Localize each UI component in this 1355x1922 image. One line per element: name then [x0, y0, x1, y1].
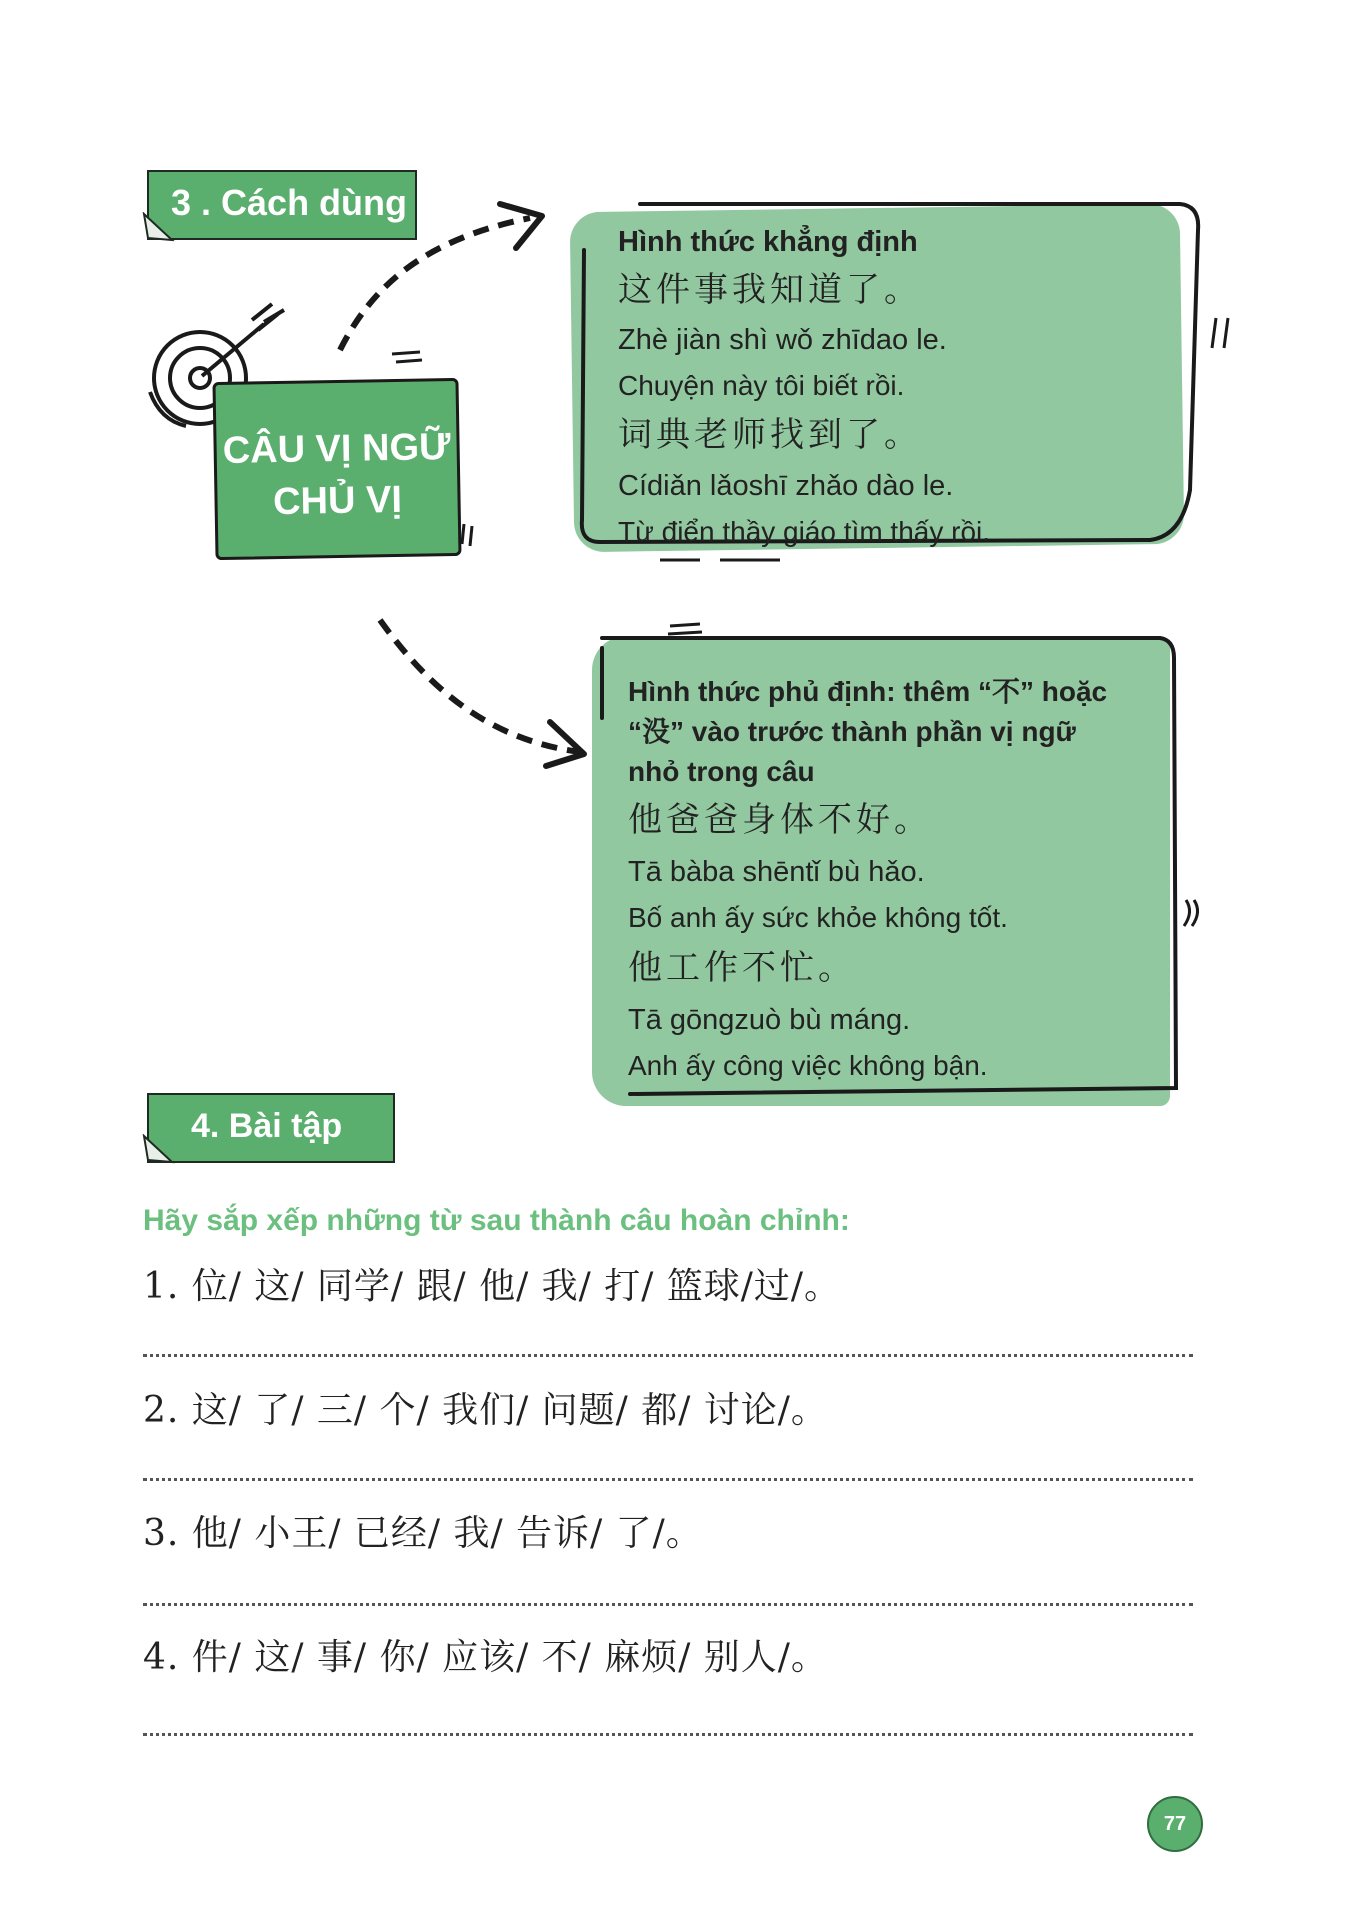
- page-number-badge: [1147, 1796, 1203, 1852]
- answer-line-2[interactable]: [143, 1478, 1193, 1481]
- section-4-label: 4. Bài tập: [191, 1107, 343, 1145]
- example-meaning: Từ điển thầy giáo tìm thấy rồi.: [618, 516, 991, 547]
- doodle-mark-icon: [1180, 896, 1204, 932]
- doodle-mark-icon: [1208, 314, 1238, 354]
- section-3-label: 3 . Cách dùng: [171, 182, 408, 223]
- example-meaning: Chuyện này tôi biết rồi.: [618, 370, 905, 401]
- center-label-line2: CHỦ VỊ: [272, 478, 403, 524]
- example-hanzi: 词典老师找到了。: [618, 415, 922, 455]
- answer-line-3[interactable]: [143, 1603, 1193, 1606]
- page-number: 77: [1163, 1813, 1187, 1835]
- dashed-arrow-icon: [370, 610, 600, 770]
- exercise-item-1: 1. 位/ 这/ 同学/ 跟/ 他/ 我/ 打/ 篮球/过/。: [143, 1266, 842, 1307]
- example-pinyin: Zhè jiàn shì wǒ zhīdao le.: [618, 324, 947, 356]
- dashed-arrow-icon: [330, 200, 560, 360]
- exercise-item-2: 2. 这/ 了/ 三/ 个/ 我们/ 问题/ 都/ 讨论/。: [143, 1390, 828, 1431]
- tag-fold-icon: [142, 1134, 182, 1166]
- doodle-mark-icon: [458, 520, 478, 550]
- center-label-text: [216, 421, 458, 529]
- exercise-instruction: Hãy sắp xếp những từ sau thành câu hoàn chỉnh:: [143, 1204, 850, 1237]
- example-meaning: Bố anh ấy sức khỏe không tốt.: [628, 902, 1008, 933]
- example-meaning: Anh ấy công việc không bận.: [628, 1050, 988, 1081]
- negative-heading-line2: “没” vào trước thành phần vị ngữ: [628, 716, 1076, 747]
- answer-line-1[interactable]: [143, 1354, 1193, 1357]
- example-pinyin: Tā bàba shēntǐ bù hǎo.: [628, 856, 925, 888]
- negative-content: [628, 672, 1168, 1088]
- exercise-item-3: 3. 他/ 小王/ 已经/ 我/ 告诉/ 了/。: [143, 1513, 703, 1554]
- example-hanzi: 这件事我知道了。: [618, 270, 922, 310]
- center-label-box: [212, 378, 461, 560]
- affirmative-content: [618, 220, 1178, 554]
- center-label-line1: CÂU VỊ NGỮ: [222, 426, 451, 472]
- negative-heading-line1: Hình thức phủ định: thêm “不” hoặc: [628, 676, 1108, 707]
- example-pinyin: Cídiǎn lǎoshī zhǎo dào le.: [618, 470, 954, 502]
- answer-line-4[interactable]: [143, 1733, 1193, 1736]
- affirmative-heading: Hình thức khẳng định: [618, 226, 918, 258]
- section-4-tag: [147, 1093, 395, 1163]
- negative-heading-line3: nhỏ trong câu: [628, 756, 815, 787]
- doodle-mark-icon: [388, 348, 428, 368]
- exercise-item-4: 4. 件/ 这/ 事/ 你/ 应该/ 不/ 麻烦/ 别人/。: [143, 1637, 828, 1678]
- example-pinyin: Tā gōngzuò bù máng.: [628, 1004, 911, 1036]
- tag-fold-icon: [142, 212, 182, 244]
- example-hanzi: 他爸爸身体不好。: [628, 800, 932, 840]
- example-hanzi: 他工作不忙。: [628, 948, 856, 988]
